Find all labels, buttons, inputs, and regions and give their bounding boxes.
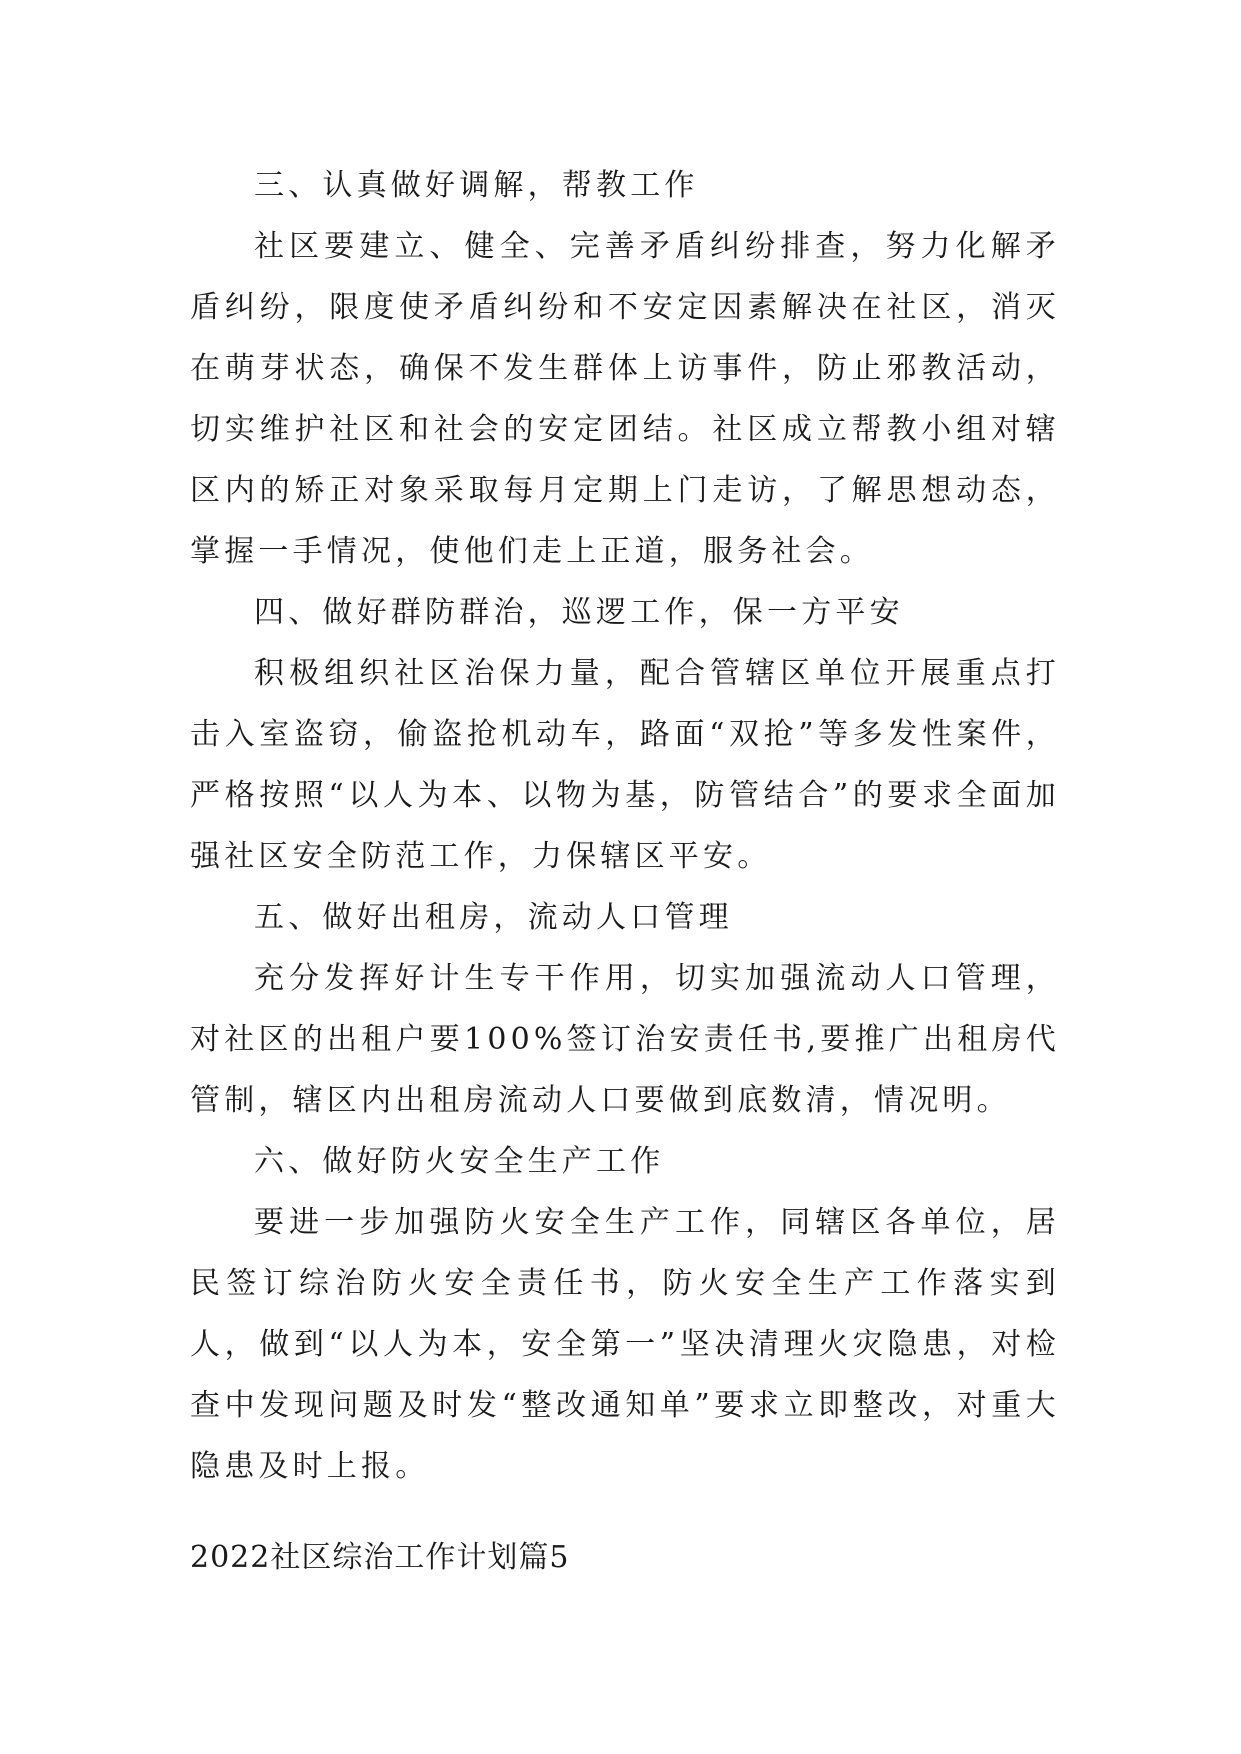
section-paragraph-6: 要进一步加强防火安全生产工作，同辖区各单位，居民签订综治防火安全责任书，防火安全生产工作落实到人，做到“以人为本，安全第一”坚决清理火灾隐患，对检查中发现问题及时发“整改通知单”要求立即整改，对重大隐患及时上报。 xyxy=(190,1205,1060,1484)
next-article-title: 2022社区综治工作计划篇5 xyxy=(190,1540,570,1575)
section-heading-3: 三、认真做好调解，帮教工作 xyxy=(254,168,699,203)
section-heading-6: 六、做好防火安全生产工作 xyxy=(254,1144,665,1179)
section-paragraph-5: 充分发挥好计生专干作用，切实加强流动人口管理，对社区的出租户要100%签订治安责任书,要推广出租房代管制，辖区内出租房流动人口要做到底数清，情况明。 xyxy=(190,961,1060,1118)
section-heading-4: 四、做好群防群治，巡逻工作，保一方平安 xyxy=(254,595,904,630)
section-heading-5: 五、做好出租房，流动人口管理 xyxy=(254,900,733,935)
section-paragraph-3: 社区要建立、健全、完善矛盾纠纷排查，努力化解矛盾纠纷，限度使矛盾纠纷和不安定因素解决在社区，消灭在萌芽状态，确保不发生群体上访事件，防止邪教活动，切实维护社区和社会的安定团结。社区成立帮教小组对辖区内的矫正对象采取每月定期上门走访，了解思想动态，掌握一手情况，使他们走上正道，服务社会。 xyxy=(190,229,1060,569)
document-body xyxy=(190,155,1060,1497)
section-paragraph-4: 积极组织社区治保力量，配合管辖区单位开展重点打击入室盗窃，偷盗抢机动车，路面“双抢”等多发性案件，严格按照“以人为本、以物为基，防管结合”的要求全面加强社区安全防范工作，力保辖区平安。 xyxy=(190,656,1060,874)
